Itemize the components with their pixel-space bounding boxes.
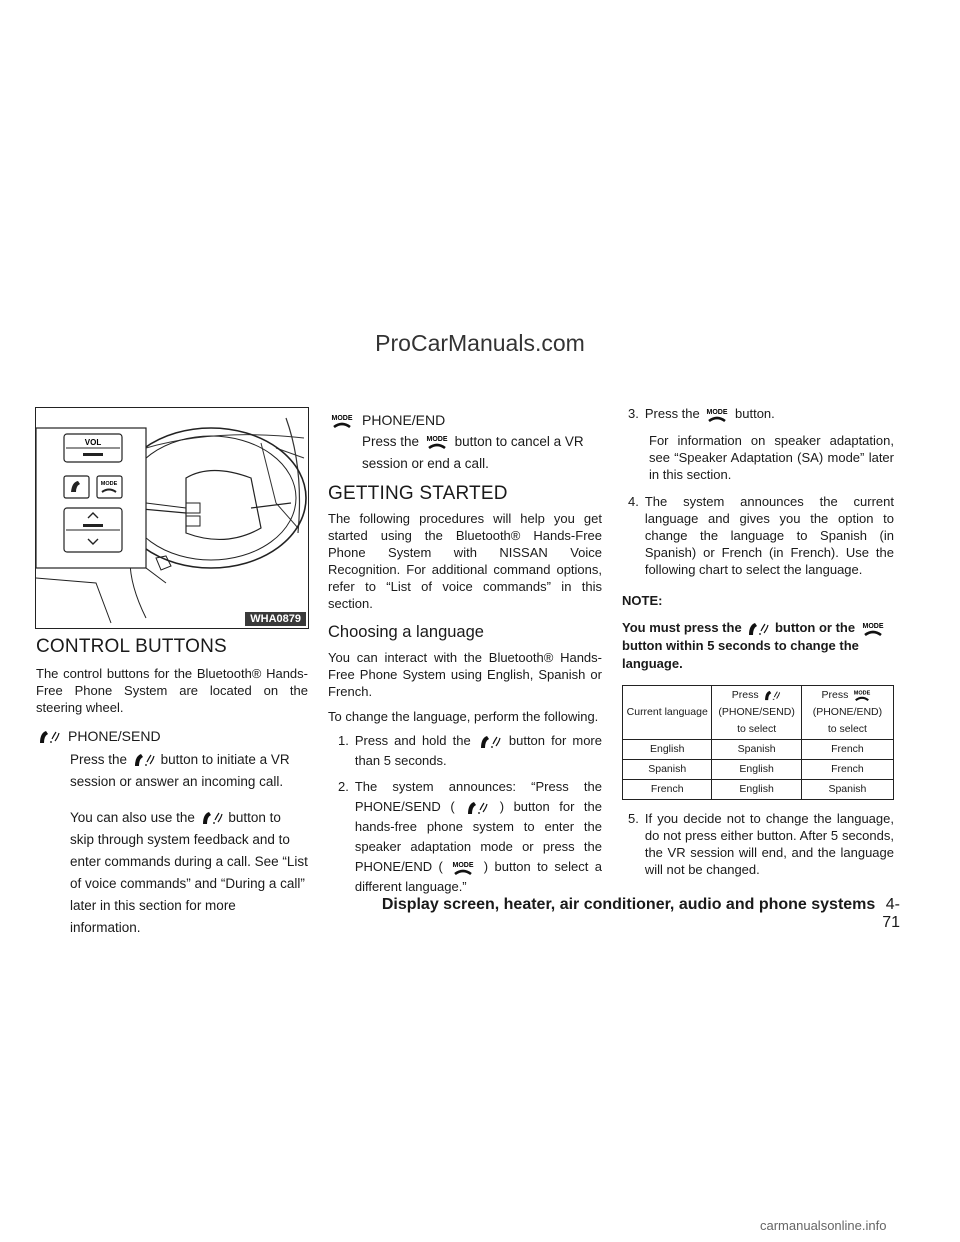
table-cell: English — [623, 740, 712, 760]
step-2-text-c: ) button to select a different language.” — [354, 859, 603, 894]
table-cell: Spanish — [801, 780, 893, 800]
step-4-text: The system announces the current language and gives you the option to change the language to Spanish (in Spanish) or French (in French). Use the following chart to select the language. — [644, 494, 894, 577]
mode-end-icon — [703, 407, 731, 423]
header-phone-end: (PHONE/END) — [812, 706, 883, 718]
change-language-text: To change the language, perform the following. — [328, 709, 599, 724]
note-text-a: You must press the — [622, 620, 742, 635]
step-1-text-b: button for more than 5 seconds. — [354, 733, 602, 768]
language-table — [622, 685, 894, 800]
step-1-text-a: Press and hold the — [354, 733, 471, 748]
phone-send-icon — [762, 689, 782, 702]
mode-end-icon — [328, 413, 356, 429]
phone-send-p1a: Press the — [70, 752, 128, 767]
header-to-select-send: to select — [737, 723, 777, 735]
mode-icon-text: MODE — [706, 408, 728, 416]
mode-icon-text: MODE — [426, 436, 448, 444]
table-row — [623, 780, 894, 800]
svg-text:MODE: MODE — [100, 481, 118, 487]
steering-wheel-figure — [35, 407, 309, 629]
phone-send-title: PHONE/SEND — [68, 728, 161, 744]
step-1-number: 1. — [338, 733, 349, 748]
list-item-step-4 — [628, 493, 894, 578]
phone-end-p1a: Press the — [362, 434, 420, 449]
note-text — [622, 619, 894, 673]
list-item-step-2 — [338, 777, 602, 897]
table-cell: Spanish — [623, 760, 712, 780]
step-3-text-a: Press the — [644, 406, 700, 421]
list-item-step-5 — [628, 810, 894, 878]
phone-send-title-row — [36, 728, 308, 745]
phone-send-icon — [745, 621, 771, 637]
steering-wheel-illustration — [36, 408, 308, 628]
header-phone-send: (PHONE/SEND) — [718, 706, 795, 718]
mode-icon-text: MODE — [331, 414, 353, 422]
phone-end-title-row — [328, 412, 602, 429]
table-header-current — [623, 686, 712, 740]
phone-end-desc — [362, 431, 602, 475]
heading-getting-started: GETTING STARTED — [328, 483, 508, 504]
step-2-text-a: The system announces: “Press the PHONE/SEND ( — [354, 779, 602, 814]
note-text-b: button or the — [774, 620, 856, 635]
table-cell: French — [623, 780, 712, 800]
list-item-step-3 — [628, 404, 894, 424]
table-cell: French — [801, 760, 893, 780]
vol-label: VOL — [84, 438, 102, 447]
phone-send-icon — [477, 734, 503, 750]
table-row — [623, 760, 894, 780]
table-header-row — [623, 686, 894, 740]
phone-send-p1b: button to initiate a VR session or answer an incoming call. — [70, 752, 290, 789]
header-to-select-end: to select — [827, 723, 867, 735]
figure-label: WHA0879 — [245, 612, 306, 626]
phone-send-icon — [36, 729, 62, 745]
column-3 — [622, 404, 894, 878]
phone-end-title: PHONE/END — [362, 412, 446, 428]
column-2 — [328, 412, 602, 897]
phone-send-icon — [131, 752, 157, 768]
table-header-phone-end — [801, 686, 893, 740]
header-press-send: Press — [731, 689, 759, 701]
header-press-end: Press — [821, 689, 849, 701]
mode-end-icon — [423, 434, 451, 450]
watermark-text: ProCarManuals.com — [375, 330, 585, 356]
table-row — [623, 740, 894, 760]
step-4-number: 4. — [628, 494, 639, 509]
bottom-watermark: carmanualsonline.info — [760, 1218, 887, 1233]
mode-end-icon — [449, 860, 477, 876]
phone-send-icon — [464, 800, 490, 816]
step-3-text-b: button. — [735, 406, 775, 421]
step-3-number: 3. — [628, 406, 639, 421]
footer-section-title: Display screen, heater, air conditioner, audio and phone systems — [381, 896, 876, 913]
note-text-c: button within 5 seconds to change the language. — [622, 638, 859, 671]
step-2-text-b: ) button for the hands-free phone system to enter the speaker adaptation mode or press the PHONE/END ( — [354, 799, 602, 874]
note-label: NOTE: — [622, 593, 663, 608]
table-header-phone-send — [712, 686, 801, 740]
phone-end-p1b: button to cancel a VR session or end a call. — [362, 434, 584, 471]
control-buttons-intro: The control buttons for the Bluetooth® Hands-Free Phone System are located on the steering wheel. — [36, 666, 308, 715]
step-5-text: If you decide not to change the language, do not press either button. After 5 seconds, the VR session will end, and the language will not be changed. — [644, 811, 894, 877]
getting-started-text: The following procedures will help you get started using the Bluetooth® Hands-Free Phone System with NISSAN Voice Recognition. For additional command options, refer to “List of voice commands” in this section. — [328, 511, 602, 611]
mode-end-icon — [851, 689, 873, 702]
phone-send-desc-1 — [70, 749, 308, 793]
mode-icon-text: MODE — [862, 622, 884, 630]
table-cell: English — [712, 780, 801, 800]
table-cell: French — [801, 740, 893, 760]
choosing-language-text: You can interact with the Bluetooth® Hands-Free Phone System using English, Spanish or French. — [328, 650, 602, 699]
phone-send-desc-2 — [70, 807, 308, 939]
step-2-number: 2. — [338, 779, 349, 794]
phone-send-icon — [199, 810, 225, 826]
page-number: 4-71 — [882, 896, 900, 931]
header-current-language: Current language — [626, 706, 708, 718]
phone-send-p2b: button to skip through system feedback and to enter commands during a call. See “List of voice commands” and “During a call” later in this section for more information. — [70, 810, 308, 935]
heading-control-buttons: CONTROL BUTTONS — [36, 636, 227, 657]
phone-send-p2a: You can also use the — [70, 810, 195, 825]
mode-icon-text: MODE — [854, 690, 871, 697]
mode-end-icon — [859, 621, 887, 637]
column-1 — [36, 638, 308, 939]
step-3-info: For information on speaker adaptation, see “Speaker Adaptation (SA) mode” later in this section. — [649, 433, 894, 482]
heading-choosing-language: Choosing a language — [328, 623, 484, 641]
list-item-step-1 — [338, 731, 602, 771]
mode-icon-text: MODE — [452, 861, 474, 869]
page-footer — [380, 896, 900, 932]
step-5-number: 5. — [628, 811, 639, 826]
table-cell: Spanish — [712, 740, 801, 760]
table-cell: English — [712, 760, 801, 780]
